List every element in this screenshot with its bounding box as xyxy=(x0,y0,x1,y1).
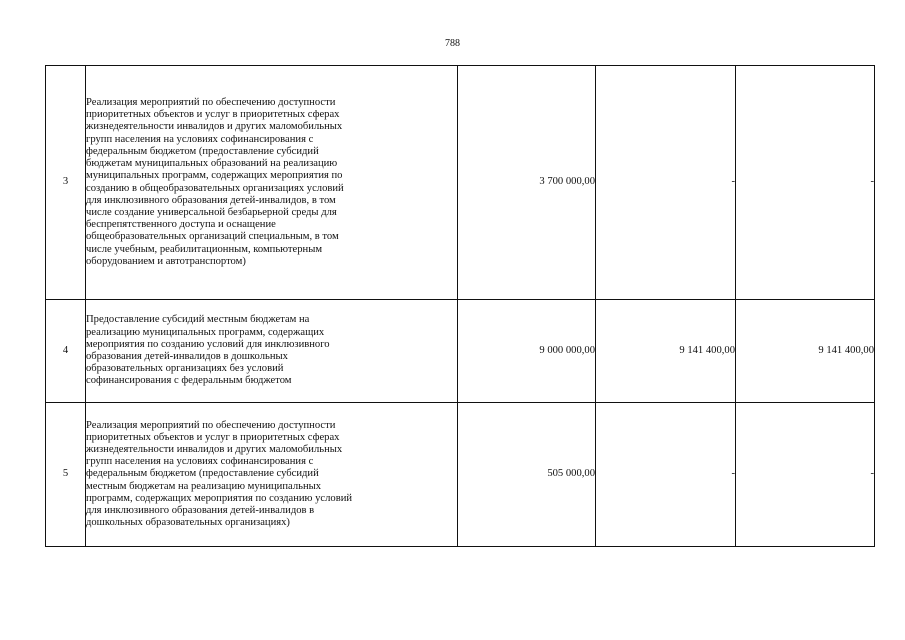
budget-table xyxy=(45,65,875,547)
amount-cell-1: 505 000,00 xyxy=(458,403,596,547)
amount-cell-3: - xyxy=(736,403,875,547)
table-row xyxy=(46,66,875,300)
table-row xyxy=(46,403,875,547)
amount-cell-1: 3 700 000,00 xyxy=(458,66,596,300)
amount-cell-2: - xyxy=(596,66,736,300)
row-number-cell: 4 xyxy=(46,300,86,403)
description-cell: Реализация мероприятий по обеспечению доступности приоритетных объектов и услуг в приоритетных сферах жизнедеятельности инвалидов и других маломобильных групп населения на условиях софинансирования с федеральным бюджетом (предоставление субсидий местным бюджетам на реализацию муниципальных программ, содержащих мероприятия по созданию условий для инклюзивного образования детей-инвалидов в дошкольных образовательных организациях) xyxy=(86,403,458,547)
amount-cell-1: 9 000 000,00 xyxy=(458,300,596,403)
amount-cell-2: - xyxy=(596,403,736,547)
page-number: 788 xyxy=(445,38,460,49)
description-cell: Предоставление субсидий местным бюджетам на реализацию муниципальных программ, содержащих мероприятия по созданию условий для инклюзивного образования детей-инвалидов в дошкольных образовательных организациях без условий софинансирования с федеральным бюджетом xyxy=(86,300,458,403)
row-number-cell: 5 xyxy=(46,403,86,547)
description-cell: Реализация мероприятий по обеспечению доступности приоритетных объектов и услуг в приоритетных сферах жизнедеятельности инвалидов и других маломобильных групп населения на условиях софинансирования с федеральным бюджетом (предоставление субсидий бюджетам муниципальных образований на реализацию муниципальных программ, содержащих мероприятия по созданию в общеобразовательных организациях условий для инклюзивного образования детей-инвалидов, в том числе создание универсальной безбарьерной среды для беспрепятственного доступа и оснащение общеобразовательных организаций специальным, в том числе учебным, реабилитационным, компьютерным оборудованием и автотранспортом) xyxy=(86,66,458,300)
amount-cell-2: 9 141 400,00 xyxy=(596,300,736,403)
amount-cell-3: - xyxy=(736,66,875,300)
table-row xyxy=(46,300,875,403)
amount-cell-3: 9 141 400,00 xyxy=(736,300,875,403)
row-number-cell: 3 xyxy=(46,66,86,300)
